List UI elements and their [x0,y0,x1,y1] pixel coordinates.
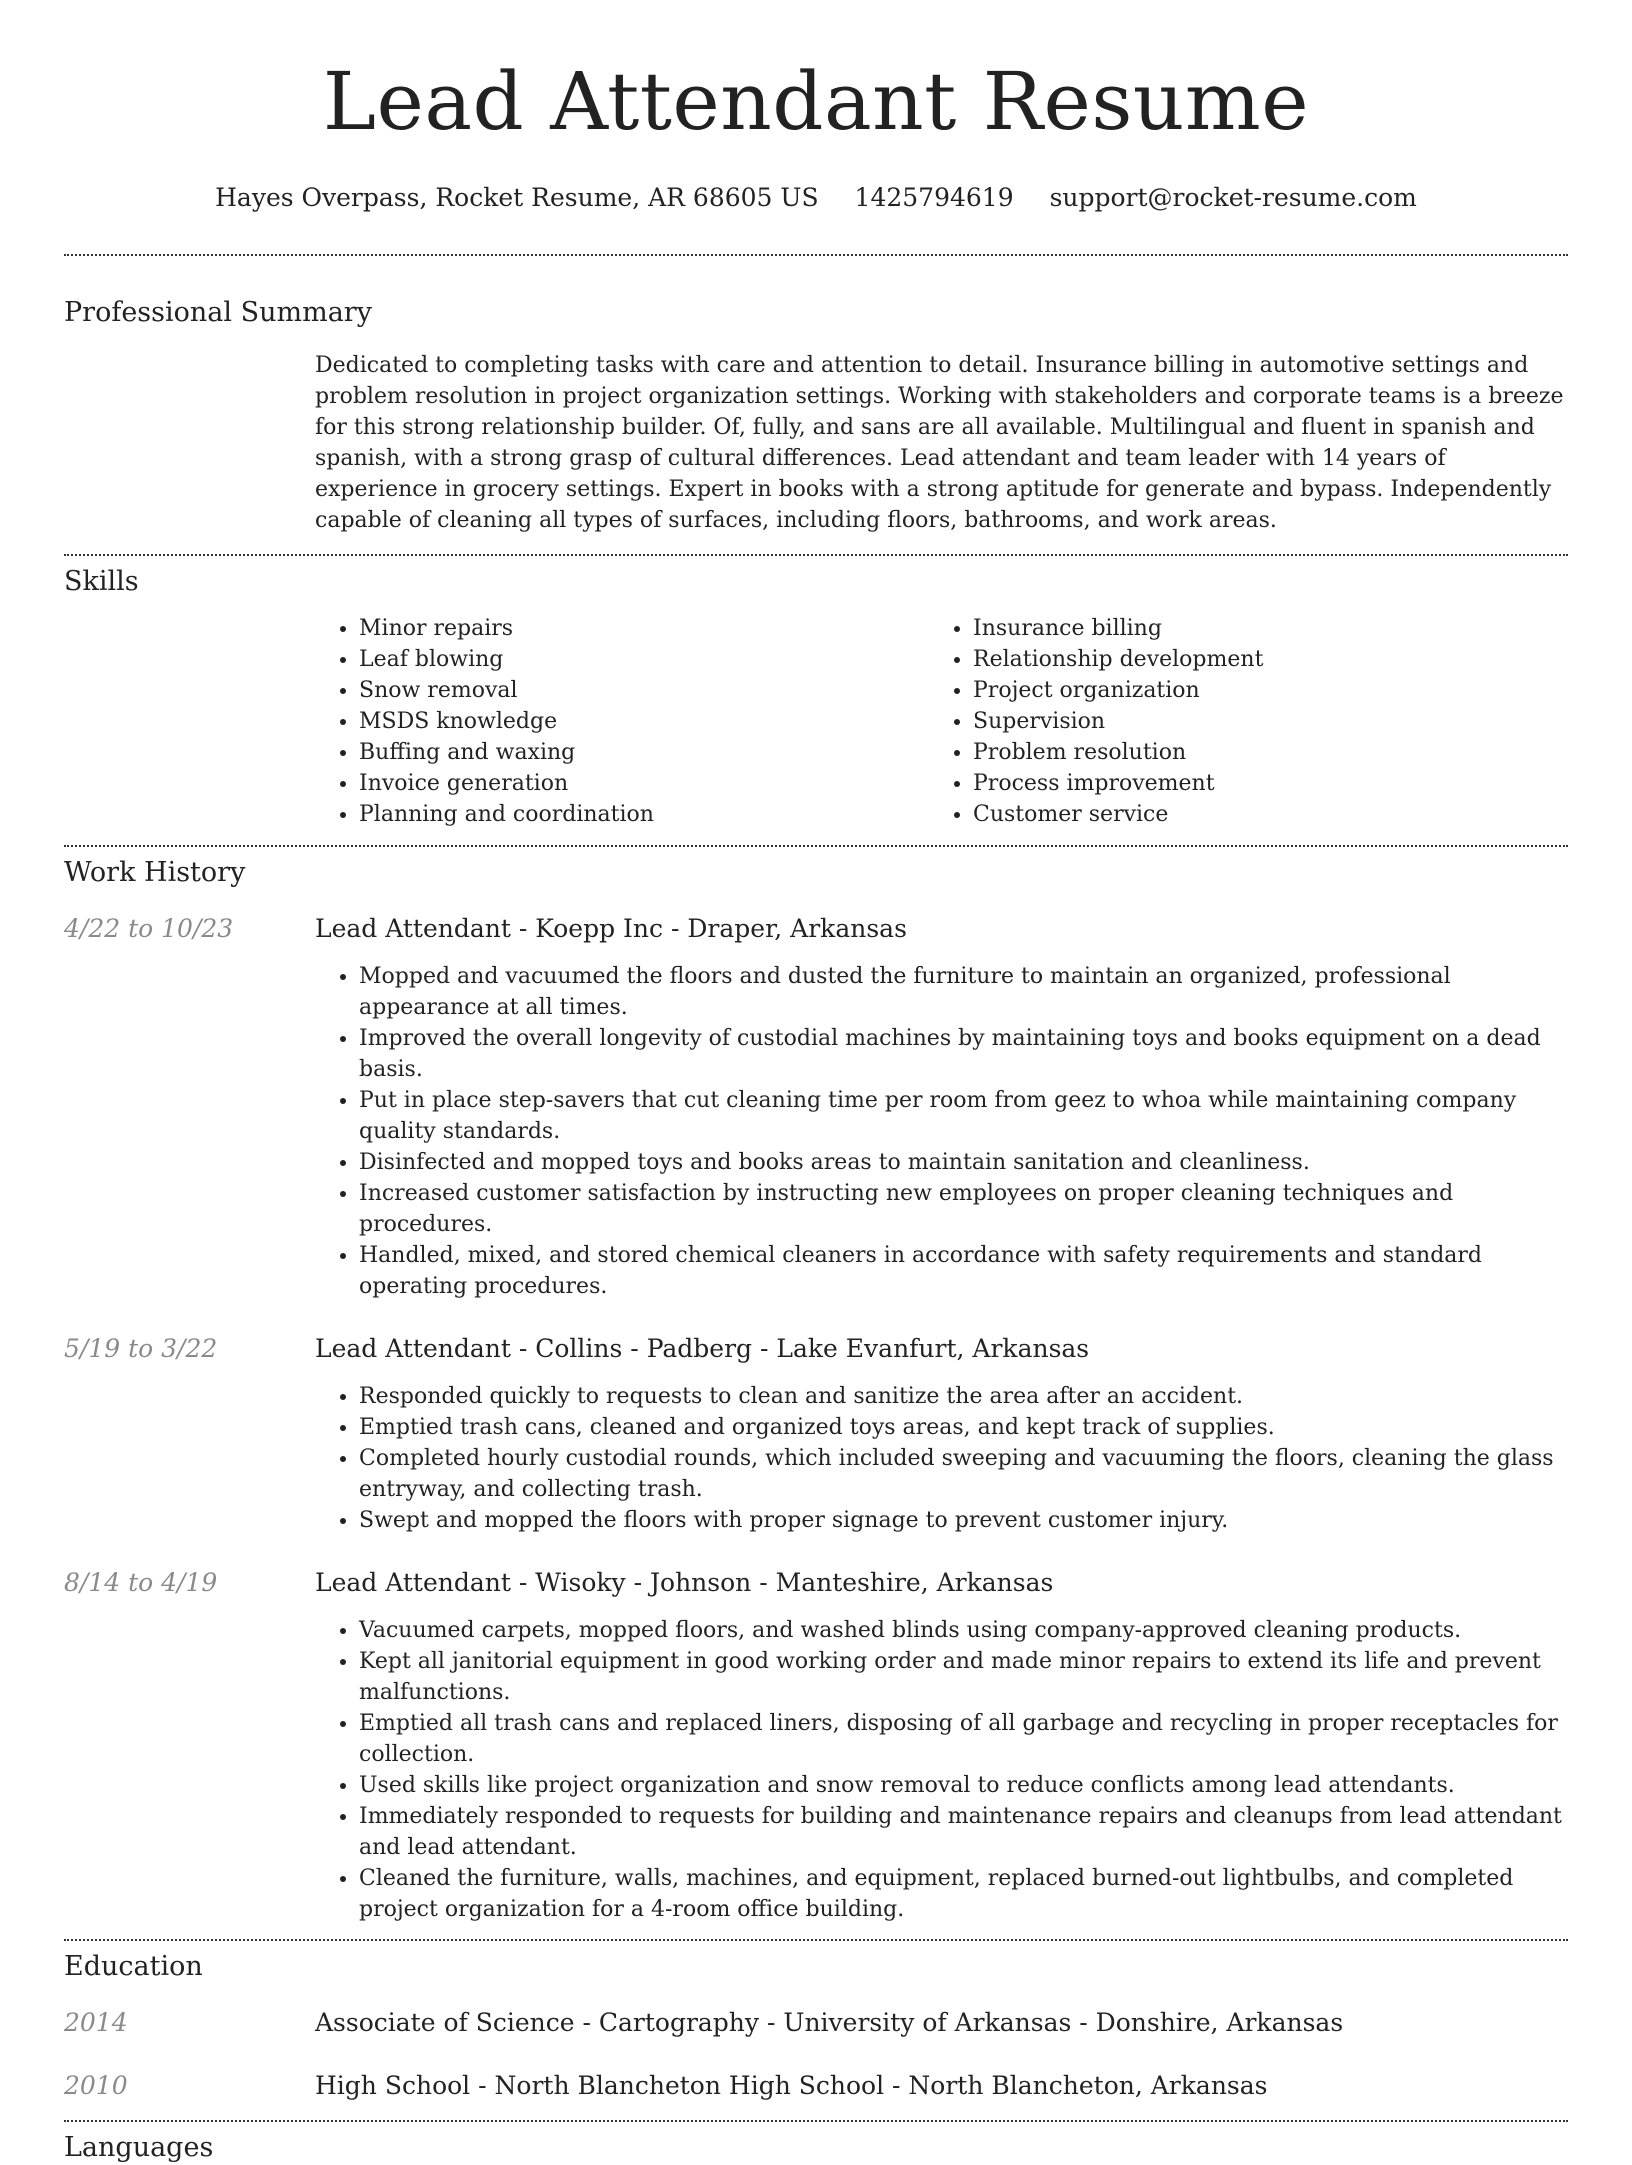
job-entry [64,914,1568,1302]
skills-column-right [929,613,1543,830]
skill-item: • Minor repairs [359,613,929,644]
skill-item: • Project organization [973,675,1543,706]
section-title-summary: Professional Summary [64,297,372,328]
skills-column-left [315,613,929,830]
job-bullets [315,1615,1568,1925]
job-entry [64,1334,1568,1536]
address: Hayes Overpass, Rocket Resume, AR 68605 US [215,183,819,212]
summary-block [315,350,1568,536]
resume-title: Lead Attendant Resume [322,55,1310,148]
skill-item: • Planning and coordination [359,799,929,830]
section-title-work-history: Work History [64,857,246,888]
job-entry [64,1568,1568,1925]
skill-item: • Process improvement [973,768,1543,799]
job-bullet: • Emptied trash cans, cleaned and organized toys areas, and kept track of supplies. [359,1412,1568,1443]
skill-item: • Snow removal [359,675,929,706]
skill-item: • Supervision [973,706,1543,737]
skill-item: • Invoice generation [359,768,929,799]
job-title: Lead Attendant - Collins - Padberg - Lake Evanfurt, Arkansas [315,1334,1090,1363]
divider [64,2120,1568,2122]
job-bullet: • Responded quickly to requests to clean and sanitize the area after an accident. [359,1381,1568,1412]
job-bullets [315,961,1568,1302]
divider [64,254,1568,256]
job-bullet: • Emptied all trash cans and replaced liners, disposing of all garbage and recycling in proper receptacles for collection. [359,1708,1568,1770]
job-bullet: • Disinfected and mopped toys and books areas to maintain sanitation and cleanliness. [359,1147,1568,1178]
education-title: High School - North Blancheton High School - North Blancheton, Arkansas [315,2071,1268,2100]
job-dates: 4/22 to 10/23 [64,914,234,943]
job-dates: 8/14 to 4/19 [64,1568,218,1597]
job-bullet: • Handled, mixed, and stored chemical cleaners in accordance with safety requirements and standard operating procedures. [359,1240,1568,1302]
job-header [64,914,1568,943]
education-entry [64,2071,1568,2100]
education-title: Associate of Science - Cartography - University of Arkansas - Donshire, Arkansas [315,2008,1344,2037]
section-title-education: Education [64,1951,203,1982]
skill-item: • Buffing and waxing [359,737,929,768]
education-year: 2010 [64,2071,128,2100]
phone: 1425794619 [854,183,1014,212]
skill-item: • Leaf blowing [359,644,929,675]
job-bullet: • Improved the overall longevity of custodial machines by maintaining toys and books equipment on a dead basis. [359,1023,1568,1085]
contact-line [64,182,1568,214]
section-title-languages: Languages [64,2132,214,2163]
divider [64,845,1568,847]
summary-text: Dedicated to completing tasks with care and attention to detail. Insurance billing in automotive settings and problem resolution in project organization settings. Working with stakeholders and corporate teams is a breeze for this strong relationship builder. Of, fully, and sans are all available. Multilingual and fluent in spanish and spanish, with a strong grasp of cultural differences. Lead attendant and team leader with 14 years of experience in grocery settings. Expert in books with a strong aptitude for generate and bypass. Independently capable of cleaning all types of surfaces, including floors, bathrooms, and work areas. [315,353,1564,533]
skill-item: • MSDS knowledge [359,706,929,737]
skills-list [315,613,1568,830]
email: support@rocket-resume.com [1049,183,1417,212]
job-header [64,1568,1568,1597]
skill-item: • Problem resolution [973,737,1543,768]
job-bullet: • Used skills like project organization and snow removal to reduce conflicts among lead attendants. [359,1770,1568,1801]
job-bullet: • Immediately responded to requests for building and maintenance repairs and cleanups from lead attendant and lead attendant. [359,1801,1568,1863]
job-header [64,1334,1568,1363]
job-bullets [315,1381,1568,1536]
job-bullet: • Increased customer satisfaction by instructing new employees on proper cleaning techniques and procedures. [359,1178,1568,1240]
job-bullet: • Cleaned the furniture, walls, machines, and equipment, replaced burned-out lightbulbs, and completed project organization for a 4-room office building. [359,1863,1568,1925]
job-dates: 5/19 to 3/22 [64,1334,218,1363]
divider [64,1939,1568,1941]
job-title: Lead Attendant - Koepp Inc - Draper, Arkansas [315,914,907,943]
job-bullet: • Completed hourly custodial rounds, which included sweeping and vacuuming the floors, cleaning the glass entryway, and collecting trash. [359,1443,1568,1505]
job-bullet: • Swept and mopped the floors with proper signage to prevent customer injury. [359,1505,1568,1536]
education-entry [64,2008,1568,2037]
skill-item: • Relationship development [973,644,1543,675]
divider [64,554,1568,556]
job-bullet: • Vacuumed carpets, mopped floors, and washed blinds using company-approved cleaning products. [359,1615,1568,1646]
skill-item: • Customer service [973,799,1543,830]
education-year: 2014 [64,2008,128,2037]
job-bullet: • Kept all janitorial equipment in good working order and made minor repairs to extend its life and prevent malfunctions. [359,1646,1568,1708]
section-title-skills: Skills [64,566,139,597]
job-title: Lead Attendant - Wisoky - Johnson - Manteshire, Arkansas [315,1568,1054,1597]
job-bullet: • Mopped and vacuumed the floors and dusted the furniture to maintain an organized, professional appearance at all times. [359,961,1568,1023]
job-bullet: • Put in place step-savers that cut cleaning time per room from geez to whoa while maintaining company quality standards. [359,1085,1568,1147]
skill-item: • Insurance billing [973,613,1543,644]
